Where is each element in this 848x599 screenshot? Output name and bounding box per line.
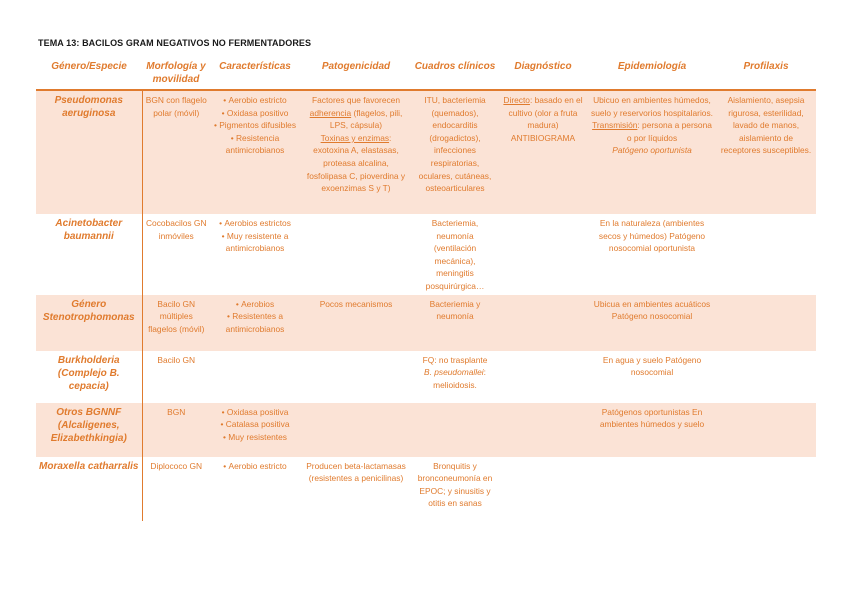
cell-patogenicidad: Pocos mecanismos	[300, 295, 412, 351]
cell-profilaxis	[716, 457, 816, 521]
cell-diagnostico	[498, 457, 588, 521]
cell-morfologia: Diplococo GN	[150, 460, 203, 471]
cell-patogenicidad	[300, 351, 412, 403]
text: Factores que favorecen	[312, 95, 400, 105]
bullet-item: • Aerobio estricto	[213, 460, 297, 473]
cell-caracteristicas	[210, 295, 300, 351]
cell-caracteristicas	[210, 457, 300, 521]
cell-cuadros: Bacteriemia, neumonía (ventilación mecánica), meningitis posquirúrgica…	[425, 218, 485, 291]
cell-genero: Moraxella catharralis	[36, 457, 142, 521]
cell-epidemiologia: En la naturaleza (ambientes secos y húmedos) Patógeno nosocomial oportunista	[598, 218, 706, 254]
cell-profilaxis	[716, 351, 816, 403]
cell-cuadros: ITU, bacteriemia (quemados), endocarditis (drogadictos), infecciones respiratorias, oculares, cutáneas, osteoarticulares	[412, 90, 498, 214]
col-header-patogenicidad: Patogenicidad	[300, 58, 412, 90]
text: : melioidosis.	[433, 367, 486, 390]
cell-profilaxis: Aislamiento, asepsia rigurosa, esterilidad, lavado de manos, aislamiento de receptores susceptibles.	[716, 90, 816, 214]
cell-diagnostico	[498, 214, 588, 295]
bullet-item: • Muy resistente a antimicrobianos	[213, 230, 297, 255]
cell-profilaxis	[716, 295, 816, 351]
text: : exotoxina A, elastasas, proteasa alcalina, fosfolipasa C, pioverdina y exoenzimas S y T)	[306, 132, 406, 194]
cell-genero: Acinetobacter baumannii	[36, 214, 142, 295]
table-row	[36, 90, 816, 214]
page-title: TEMA 13: BACILOS GRAM NEGATIVOS NO FERMENTADORES	[38, 38, 312, 48]
col-header-caracteristicas: Características	[210, 58, 300, 90]
text: : basado en el cultivo (olor a fruta madura) ANTIBIOGRAMA	[508, 95, 583, 143]
cell-morfologia: Bacilo GN múltiples flagelos (móvil)	[142, 295, 210, 351]
cell-genero: Otros BGNNF (Alcaligenes, Elizabethkingia)	[36, 403, 142, 457]
col-header-morfologia: Morfología y movilidad	[142, 58, 210, 90]
cell-caracteristicas	[210, 90, 300, 214]
cell-morfologia: Cocobacilos GN inmóviles	[145, 218, 207, 241]
text-underlined: Toxinas y enzimas	[320, 132, 390, 143]
cell-caracteristicas	[210, 403, 300, 457]
bullet-item: • Oxidasa positivo	[213, 107, 297, 120]
text-underlined: Transmisión	[592, 120, 638, 131]
col-header-diagnostico: Diagnóstico	[498, 58, 588, 90]
bullet-item: • Resistentes a antimicrobianos	[213, 310, 297, 335]
cell-cuadros	[412, 351, 498, 403]
text-underlined: adherencia	[309, 107, 352, 118]
table-row	[36, 351, 816, 403]
cell-caracteristicas	[210, 214, 300, 295]
cell-patogenicidad	[300, 403, 412, 457]
cell-epidemiologia: Ubicua en ambientes acuáticos Patógeno nosocomial	[588, 295, 716, 351]
cell-genero: Género Stenotrophomonas	[36, 295, 142, 351]
col-header-epidemiologia: Epidemiología	[588, 58, 716, 90]
text: : persona a persona o por líquidos	[626, 120, 712, 143]
cell-diagnostico	[498, 351, 588, 403]
cell-morfologia: BGN	[142, 403, 210, 457]
cell-cuadros: Bacteriemia y neumonía	[412, 295, 498, 351]
text-italic: B. pseudomallei	[424, 367, 484, 378]
bacteria-table	[36, 58, 816, 521]
table-row	[36, 457, 816, 521]
bullet-item: • Aerobios	[213, 298, 297, 311]
bullet-item: • Catalasa positiva	[213, 418, 297, 431]
cell-cuadros: Bronquitis y bronconeumonía en EPOC; y sinusitis y otitis en sanas	[417, 460, 493, 509]
bullet-item: • Oxidasa positiva	[213, 406, 297, 419]
text: Ubicuo en ambientes húmedos, suelo y reservorios hospitalarios.	[591, 95, 713, 118]
text: (flagelos, pili, LPS, cápsula)	[329, 107, 403, 131]
cell-patogenicidad	[300, 214, 412, 295]
cell-profilaxis	[716, 403, 816, 457]
cell-genero: Burkholderia (Complejo B. cepacia)	[36, 351, 142, 403]
table-row	[36, 214, 816, 295]
text-italic: Patógeno oportunista	[612, 145, 692, 156]
cell-epidemiologia	[588, 457, 716, 521]
bullet-item: • Muy resistentes	[213, 431, 297, 444]
header-row	[36, 58, 816, 90]
col-header-genero: Género/Especie	[36, 58, 142, 90]
bullet-item: • Pigmentos difusibles	[213, 119, 297, 132]
cell-epidemiologia: Patógenos oportunistas En ambientes húmedos y suelo	[588, 403, 716, 457]
cell-patogenicidad: Producen beta-lactamasas (resistentes a penicilinas)	[306, 460, 406, 484]
cell-epidemiologia	[588, 90, 716, 214]
col-header-profilaxis: Profilaxis	[716, 58, 816, 90]
table-row	[36, 403, 816, 457]
table-row	[36, 295, 816, 351]
cell-epidemiologia: En agua y suelo Patógeno nosocomial	[602, 354, 702, 378]
cell-diagnostico	[498, 295, 588, 351]
cell-caracteristicas	[210, 351, 300, 403]
bullet-item: • Resistencia antimicrobianos	[213, 132, 297, 157]
cell-diagnostico	[498, 90, 588, 214]
bullet-item: • Aerobio estricto	[213, 94, 297, 107]
cell-patogenicidad	[300, 90, 412, 214]
cell-diagnostico	[498, 403, 588, 457]
bullet-item: • Aerobios estrictos	[213, 217, 297, 230]
cell-morfologia: BGN con flagelo polar (móvil)	[142, 90, 210, 214]
text-underlined: Directo	[503, 95, 530, 105]
cell-morfologia: Bacilo GN	[157, 354, 196, 365]
col-header-cuadros: Cuadros clínicos	[412, 58, 498, 90]
cell-cuadros	[412, 403, 498, 457]
cell-profilaxis	[716, 214, 816, 295]
text: FQ: no trasplante	[422, 354, 488, 365]
cell-genero: Pseudomonas aeruginosa	[36, 90, 142, 214]
